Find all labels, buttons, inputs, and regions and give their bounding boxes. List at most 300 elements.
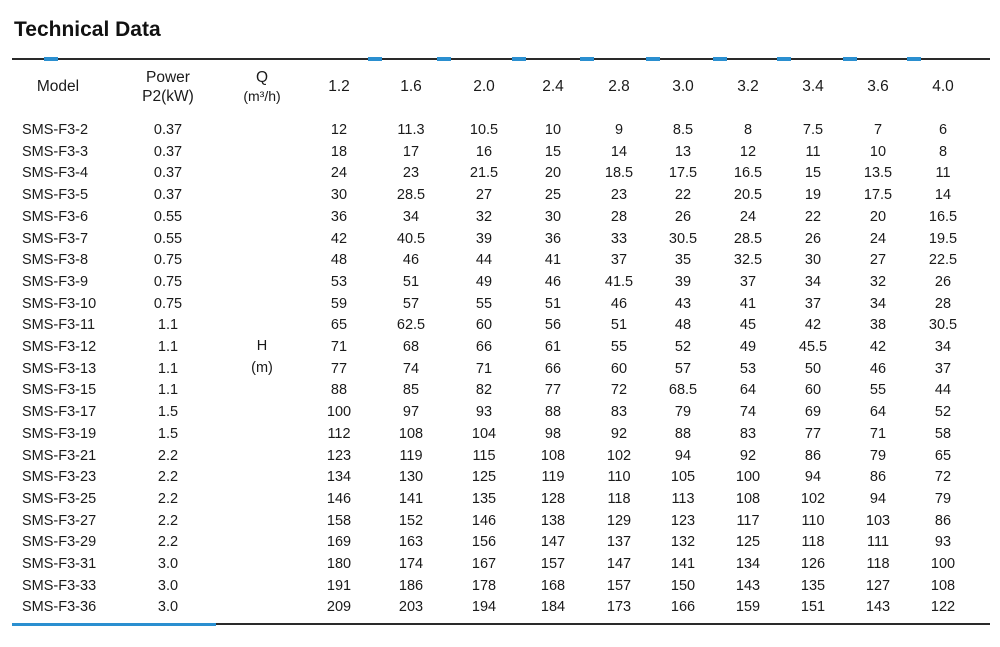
cell-head: 94 [674,447,692,464]
cell-head: 49 [739,339,757,355]
header-flow: 3.6 [867,78,889,95]
cell-power: 2.2 [157,534,179,551]
cell-power: 0.75 [153,273,183,290]
cell-head: 72 [934,469,952,486]
cell-power: 2.2 [157,447,179,464]
header-power [130,68,206,106]
cell-power: 2.2 [157,490,179,507]
cell-head: 64 [869,404,887,421]
cell-head: 151 [800,599,826,616]
cell-head: 41 [739,295,757,312]
cell-head: 48 [674,317,692,334]
cell-head: 167 [471,556,497,572]
cell-model: SMS-F3-27 [22,512,97,529]
cell-head: 82 [475,382,493,399]
header-power-unit: P2(kW) [142,88,194,105]
cell-head: 143 [865,599,891,616]
cell-head: 137 [606,534,632,551]
cell-head: 24 [739,208,757,225]
cell-power: 3.0 [157,556,179,572]
rule-tick [437,57,451,61]
cell-head: 100 [930,556,956,572]
cell-head: 52 [674,339,692,355]
cell-head: 51 [402,273,420,290]
cell-head: 18 [330,143,348,160]
cell-head: 14 [934,187,952,204]
cell-head: 158 [326,512,352,529]
cell-head: 11 [935,165,951,182]
cell-head: 59 [330,295,348,312]
cell-head: 30.5 [668,230,698,247]
cell-head: 17.5 [668,165,698,182]
cell-head: 34 [402,208,420,225]
cell-head: 53 [739,360,757,377]
h-label: H [256,338,268,354]
cell-head: 88 [330,382,348,399]
cell-head: 36 [544,230,562,247]
cell-model: SMS-F3-4 [22,165,89,182]
cell-head: 28.5 [733,230,763,247]
cell-head: 34 [869,295,887,312]
cell-model: SMS-F3-33 [22,577,97,594]
cell-head: 28.5 [396,187,426,204]
cell-head: 79 [674,404,692,421]
cell-head: 163 [398,534,424,551]
cell-head: 13.5 [863,165,893,182]
cell-power: 1.5 [157,404,179,421]
cell-head: 173 [606,599,632,616]
cell-head: 169 [326,534,352,551]
cell-head: 46 [544,273,562,290]
cell-head: 180 [326,556,352,572]
cell-model: SMS-F3-25 [22,490,97,507]
cell-head: 125 [735,534,761,551]
cell-head: 98 [544,425,562,442]
cell-head: 36 [330,208,348,225]
cell-head: 23 [402,165,420,182]
cell-head: 45.5 [798,339,828,355]
header-flow: 2.4 [542,78,564,95]
cell-head: 39 [475,230,493,247]
cell-head: 23 [610,187,628,204]
cell-head: 113 [671,490,695,507]
cell-head: 85 [402,382,420,399]
cell-head: 184 [540,599,566,616]
cell-power: 2.2 [157,469,179,486]
cell-head: 30.5 [928,317,958,334]
cell-head: 8 [938,143,948,160]
cell-head: 209 [326,599,352,616]
cell-model: SMS-F3-12 [22,339,97,355]
rule-tick [713,57,727,61]
cell-head: 19.5 [928,230,958,247]
cell-head: 104 [471,425,497,442]
cell-head: 41 [544,252,562,269]
cell-head: 159 [735,599,761,616]
cell-head: 16 [475,143,493,160]
cell-head: 28 [934,295,952,312]
cell-head: 191 [326,577,352,594]
header-q-unit: (m³/h) [243,88,281,104]
cell-head: 68 [402,339,420,355]
cell-head: 48 [330,252,348,269]
cell-head: 100 [326,404,352,421]
cell-model: SMS-F3-3 [22,143,89,160]
cell-head: 9 [614,122,624,138]
cell-head: 83 [739,425,757,442]
cell-head: 60 [804,382,822,399]
cell-power: 1.1 [157,339,179,355]
cell-head: 25 [544,187,562,204]
cell-model: SMS-F3-29 [22,534,97,551]
cell-head: 61 [544,339,562,355]
cell-head: 46 [610,295,628,312]
cell-head: 157 [606,577,632,594]
cell-head: 128 [540,490,566,507]
cell-head: 55 [610,339,628,355]
cell-power: 1.1 [157,360,179,377]
cell-power: 1.1 [157,382,179,399]
cell-head: 112 [327,425,351,442]
cell-head: 88 [544,404,562,421]
cell-head: 30 [804,252,822,269]
rule-tick [843,57,857,61]
cell-head: 19 [804,187,822,204]
header-q-label: Q [255,69,269,86]
cell-head: 17 [402,143,420,160]
header-flow: 2.0 [473,78,495,95]
cell-head: 44 [475,252,493,269]
cell-power: 0.37 [153,143,183,160]
header-model: Model [36,78,80,95]
cell-head: 26 [674,208,692,225]
cell-head: 37 [804,295,822,312]
bottom-accent [12,623,216,626]
cell-head: 111 [866,534,890,551]
cell-head: 68.5 [668,382,698,399]
cell-head: 65 [934,447,952,464]
cell-model: SMS-F3-6 [22,208,89,225]
cell-head: 57 [674,360,692,377]
cell-head: 77 [804,425,822,442]
cell-head: 152 [398,512,424,529]
cell-head: 46 [402,252,420,269]
cell-model: SMS-F3-7 [22,230,89,247]
cell-head: 20 [544,165,562,182]
cell-head: 32 [869,273,887,290]
cell-head: 69 [804,404,822,421]
cell-head: 49 [475,273,493,290]
cell-head: 24 [869,230,887,247]
cell-head: 122 [930,599,956,616]
cell-model: SMS-F3-36 [22,599,97,616]
cell-model: SMS-F3-31 [22,556,97,572]
cell-head: 58 [934,425,952,442]
cell-head: 53 [330,273,348,290]
cell-head: 174 [398,556,424,572]
cell-head: 37 [739,273,757,290]
cell-head: 64 [739,382,757,399]
cell-power: 0.75 [153,295,183,312]
cell-power: 0.55 [153,230,183,247]
cell-head: 141 [670,556,696,572]
cell-head: 135 [800,577,826,594]
cell-head: 150 [670,577,696,594]
cell-head: 60 [610,360,628,377]
cell-head: 13 [674,143,692,160]
cell-head: 32 [475,208,493,225]
cell-head: 8 [743,122,753,138]
cell-model: SMS-F3-19 [22,425,97,442]
cell-head: 77 [330,360,348,377]
cell-model: SMS-F3-2 [22,122,89,138]
cell-head: 94 [869,490,887,507]
cell-head: 86 [804,447,822,464]
header-flow: 3.2 [737,78,759,95]
cell-head: 26 [934,273,952,290]
cell-head: 55 [475,295,493,312]
header-flow: 1.2 [328,78,350,95]
cell-head: 11.3 [397,122,425,138]
cell-head: 71 [869,425,887,442]
cell-head: 14 [610,143,628,160]
cell-head: 21.5 [469,165,499,182]
cell-model: SMS-F3-15 [22,382,97,399]
cell-head: 141 [398,490,424,507]
header-flow: 3.0 [672,78,694,95]
cell-power: 0.37 [153,187,183,204]
cell-head: 44 [934,382,952,399]
h-unit: (m) [251,360,273,376]
cell-head: 186 [398,577,424,594]
cell-head: 45 [739,317,757,334]
cell-head: 30 [330,187,348,204]
cell-head: 118 [866,556,890,572]
cell-head: 42 [804,317,822,334]
cell-head: 74 [739,404,757,421]
cell-head: 135 [471,490,497,507]
cell-head: 100 [735,469,761,486]
cell-head: 66 [544,360,562,377]
page-title: Technical Data [14,18,161,41]
cell-head: 50 [804,360,822,377]
cell-head: 12 [330,122,348,138]
cell-head: 103 [865,512,891,529]
cell-head: 35 [674,252,692,269]
cell-head: 26 [804,230,822,247]
cell-head: 43 [674,295,692,312]
cell-head: 130 [398,469,424,486]
cell-head: 22.5 [928,252,958,269]
cell-head: 156 [471,534,497,551]
cell-head: 38 [869,317,887,334]
cell-head: 41.5 [604,273,634,290]
cell-power: 3.0 [157,577,179,594]
cell-head: 12 [739,143,757,160]
header-flow: 4.0 [932,78,954,95]
cell-head: 18.5 [604,165,634,182]
cell-model: SMS-F3-21 [22,447,97,464]
cell-head: 57 [402,295,420,312]
cell-head: 119 [399,447,423,464]
cell-head: 79 [934,490,952,507]
cell-head: 39 [674,273,692,290]
cell-head: 15 [804,165,822,182]
cell-power: 2.2 [157,512,179,529]
rule-tick [368,57,382,61]
cell-head: 86 [934,512,952,529]
cell-head: 51 [610,317,628,334]
cell-head: 146 [471,512,497,529]
header-flow: 2.8 [608,78,630,95]
cell-head: 119 [541,469,565,486]
header-flow: 3.4 [802,78,824,95]
cell-head: 27 [475,187,493,204]
cell-head: 40.5 [396,230,426,247]
cell-model: SMS-F3-8 [22,252,89,269]
cell-head: 134 [735,556,761,572]
cell-model: SMS-F3-10 [22,295,97,312]
cell-head: 86 [869,469,887,486]
cell-head: 20 [869,208,887,225]
header-q [228,68,296,106]
cell-head: 27 [869,252,887,269]
cell-model: SMS-F3-11 [22,317,96,334]
cell-head: 10 [544,122,562,138]
cell-model: SMS-F3-5 [22,187,89,204]
cell-power: 0.75 [153,252,183,269]
cell-head: 94 [804,469,822,486]
cell-power: 1.5 [157,425,179,442]
cell-head: 146 [326,490,352,507]
cell-head: 56 [544,317,562,334]
cell-head: 126 [800,556,826,572]
cell-head: 77 [544,382,562,399]
rule-tick [646,57,660,61]
cell-head: 74 [402,360,420,377]
cell-head: 102 [606,447,632,464]
cell-head: 108 [540,447,566,464]
cell-head: 71 [330,339,348,355]
cell-head: 108 [398,425,424,442]
cell-head: 20.5 [733,187,763,204]
cell-head: 51 [544,295,562,312]
cell-head: 42 [330,230,348,247]
header-power-label: Power [146,69,190,86]
cell-head: 37 [610,252,628,269]
cell-head: 22 [674,187,692,204]
cell-head: 92 [739,447,757,464]
cell-head: 34 [804,273,822,290]
cell-head: 97 [402,404,420,421]
cell-head: 7.5 [802,122,824,138]
cell-head: 143 [735,577,761,594]
cell-head: 134 [326,469,352,486]
cell-head: 55 [869,382,887,399]
cell-head: 16.5 [928,208,958,225]
cell-model: SMS-F3-9 [22,273,89,290]
cell-head: 6 [938,122,948,138]
cell-head: 110 [607,469,631,486]
cell-model: SMS-F3-23 [22,469,97,486]
cell-head: 118 [607,490,631,507]
cell-head: 129 [606,512,632,529]
rule-tick [512,57,526,61]
cell-head: 102 [800,490,826,507]
cell-head: 60 [475,317,493,334]
cell-head: 138 [540,512,566,529]
rule-tick [580,57,594,61]
cell-head: 22 [804,208,822,225]
rule-tick [44,57,58,61]
cell-head: 147 [606,556,632,572]
cell-head: 16.5 [733,165,763,182]
cell-head: 108 [735,490,761,507]
cell-head: 147 [540,534,566,551]
cell-head: 66 [475,339,493,355]
cell-head: 37 [934,360,952,377]
cell-head: 32.5 [733,252,763,269]
cell-head: 125 [471,469,497,486]
cell-head: 92 [610,425,628,442]
cell-head: 88 [674,425,692,442]
cell-power: 0.55 [153,208,183,225]
rule-tick [907,57,921,61]
header-flow: 1.6 [400,78,422,95]
rule-tick [777,57,791,61]
cell-head: 83 [610,404,628,421]
cell-head: 17.5 [863,187,893,204]
cell-head: 127 [865,577,891,594]
cell-head: 33 [610,230,628,247]
cell-head: 8.5 [672,122,694,138]
cell-head: 79 [869,447,887,464]
cell-head: 168 [540,577,566,594]
cell-head: 157 [540,556,566,572]
cell-head: 108 [930,577,956,594]
cell-head: 34 [934,339,952,355]
cell-model: SMS-F3-13 [22,360,97,377]
cell-head: 166 [670,599,696,616]
cell-head: 115 [472,447,496,464]
cell-head: 30 [544,208,562,225]
cell-head: 72 [610,382,628,399]
cell-head: 132 [670,534,696,551]
cell-head: 46 [869,360,887,377]
cell-head: 194 [471,599,497,616]
cell-head: 65 [330,317,348,334]
cell-power: 1.1 [157,317,179,334]
cell-power: 0.37 [153,165,183,182]
cell-power: 3.0 [157,599,179,616]
cell-head: 93 [475,404,493,421]
cell-head: 42 [869,339,887,355]
cell-head: 24 [330,165,348,182]
cell-head: 10 [869,143,887,160]
cell-head: 203 [398,599,424,616]
cell-head: 11 [805,143,821,160]
cell-head: 178 [471,577,497,594]
cell-head: 123 [326,447,352,464]
cell-head: 117 [736,512,760,529]
cell-head: 93 [934,534,952,551]
cell-head: 7 [873,122,883,138]
cell-power: 0.37 [153,122,183,138]
cell-head: 123 [670,512,696,529]
cell-head: 10.5 [469,122,499,138]
cell-head: 110 [801,512,825,529]
cell-head: 15 [544,143,562,160]
